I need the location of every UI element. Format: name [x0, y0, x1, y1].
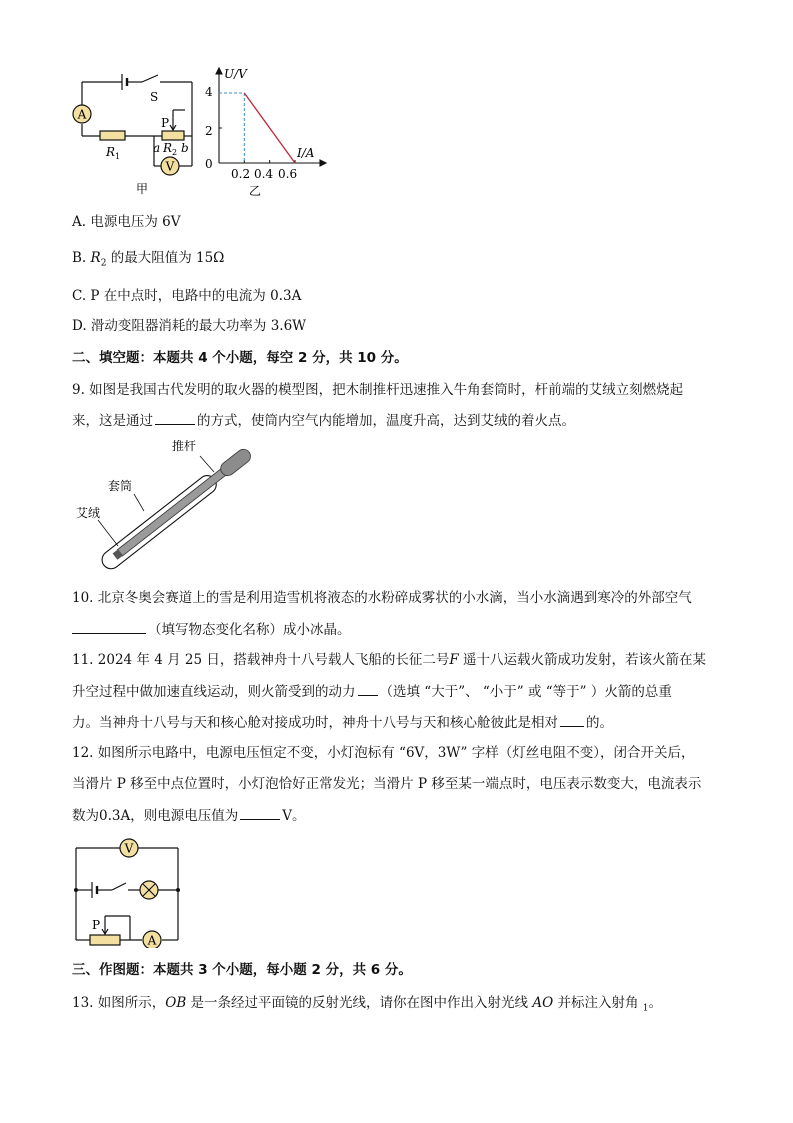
q12-line-3 — [72, 805, 305, 826]
q10-line-1: 10. 北京冬奥会赛道上的雪是利用造雪机将液态的水粉碎成雾状的小水滴，当小水滴遇到寒冷的外部空气 — [72, 590, 692, 606]
voltmeter-label: V — [165, 159, 175, 174]
q11-line-2 — [72, 681, 672, 702]
q13-ob: OB — [165, 995, 187, 1011]
y-tick-label-4: 4 — [205, 85, 213, 99]
q9-text-a: 来，这是通过 — [72, 413, 153, 429]
option-a: A. 电源电压为 6V — [72, 214, 181, 230]
caption-jia: 甲 — [136, 182, 149, 196]
q12-text-b: V。 — [282, 808, 306, 824]
option-b-text: 的最大阻值为 15Ω — [106, 250, 225, 266]
x-tick-label-0.2: 0.2 — [231, 167, 251, 181]
q9-line-1: 9. 如图是我国古代发明的取火器的模型图，把木制推杆迅速推入牛角套筒时，杆前端的艾绒立刻燃烧起 — [72, 382, 684, 398]
option-b-prefix: B. — [72, 250, 91, 266]
switch-label: S — [150, 90, 159, 104]
label-push-rod: 推杆 — [172, 439, 197, 453]
r2-label: R — [163, 141, 173, 155]
circuit-diagram-jia — [70, 70, 200, 200]
y-tick-label-2: 2 — [205, 124, 213, 138]
q12-slider-label: P — [92, 918, 101, 932]
slider-label: P — [161, 116, 170, 130]
ammeter-label: A — [77, 107, 87, 122]
x-axis-label: I/A — [297, 146, 315, 160]
q11-answer-blank-1[interactable] — [358, 681, 378, 696]
fire-piston-figure — [72, 436, 262, 576]
q12-text-a: 数为0.3A，则电源电压值为 — [72, 808, 239, 824]
option-b — [72, 248, 224, 274]
option-b-r: R — [90, 250, 101, 266]
option-c: C. P 在中点时，电路中的电流为 0.3A — [72, 288, 302, 304]
q11-text-d: （选填 “大于”、 “小于” 或 “等于” ）火箭的总重 — [379, 684, 672, 700]
q11-line-3 — [72, 712, 613, 733]
q12-ammeter-label: A — [147, 933, 157, 948]
label-tinder: 艾绒 — [76, 506, 101, 520]
y-axis-label: U/V — [224, 67, 247, 81]
q11-text-a: 11. 2024 年 4 月 25 日，搭载神舟十八号载人飞船的长征二号 — [72, 652, 450, 668]
q10-line-2 — [72, 619, 351, 640]
option-b-subscript: 2 — [100, 258, 107, 269]
q13-text-a: 13. 如图所示， — [72, 995, 166, 1011]
q13-subscript: 1 — [642, 1003, 649, 1014]
q9-text-b: 的方式，使筒内空气内能增加，温度升高，达到艾绒的着火点。 — [197, 413, 575, 429]
q10-text: （填写物态变化名称）成小冰晶。 — [148, 622, 351, 638]
ui-graph-yi — [198, 62, 328, 200]
x-tick-label-0.4: 0.4 — [254, 167, 274, 181]
q13-line-1 — [72, 993, 662, 1019]
q11-text-b: 遥十八运载火箭成功发射，若该火箭在某 — [458, 652, 707, 668]
q13-text-c: 并标注入射角 — [553, 995, 643, 1011]
section-2-header: 二、填空题：本题共 4 个小题，每空 2 分，共 10 分。 — [72, 350, 408, 366]
option-d: D. 滑动变阻器消耗的最大功率为 3.6W — [72, 318, 307, 334]
q11-text-c: 升空过程中做加速直线运动，则火箭受到的动力 — [72, 684, 356, 700]
section-3-header: 三、作图题：本题共 3 个小题，每小题 2 分，共 6 分。 — [72, 962, 412, 978]
x-tick-label-0.6: 0.6 — [278, 167, 298, 181]
q13-text-b: 是一条经过平面镜的反射光线，请你在图中作出入射光线 — [186, 995, 533, 1011]
push-rod — [117, 465, 231, 556]
caption-yi: 乙 — [249, 184, 262, 198]
q12-circuit-diagram — [70, 836, 185, 948]
q11-text-e: 力。当神舟十八号与天和核心舱对接成功时，神舟十八号与天和核心舱彼此是相对 — [72, 715, 558, 731]
r1-label: R — [106, 145, 116, 159]
r1-subscript: 1 — [115, 152, 121, 161]
q12-voltmeter-label: V — [124, 841, 134, 856]
origin-label: 0 — [205, 157, 213, 171]
push-rod-handle — [218, 446, 253, 478]
lamp-icon — [140, 881, 158, 899]
q12-line-2: 当滑片 P 移至中点位置时，小灯泡恰好正常发光；当滑片 P 移至某一端点时，电压表示数变大，电流表示 — [72, 776, 702, 792]
label-sleeve: 套筒 — [108, 479, 133, 493]
q11-answer-blank-2[interactable] — [560, 712, 584, 727]
terminal-b-label: b — [181, 141, 189, 155]
q11-line-1 — [72, 650, 706, 670]
r2-subscript: 2 — [172, 148, 178, 157]
q9-line-2 — [72, 410, 575, 431]
q13-text-d: 。 — [648, 995, 663, 1011]
series-line-0 — [244, 93, 295, 163]
q13-ao: AO — [532, 995, 554, 1011]
q11-rocket-f: F — [449, 652, 459, 668]
q11-text-f: 的。 — [586, 715, 613, 731]
q10-answer-blank[interactable] — [72, 619, 146, 634]
q12-line-1: 12. 如图所示电路中，电源电压恒定不变，小灯泡标有 “6V，3W” 字样（灯丝电阻不变），闭合开关后， — [72, 745, 695, 761]
q9-answer-blank[interactable] — [155, 410, 195, 425]
terminal-a-label: a — [153, 141, 161, 155]
q12-answer-blank[interactable] — [240, 805, 280, 820]
